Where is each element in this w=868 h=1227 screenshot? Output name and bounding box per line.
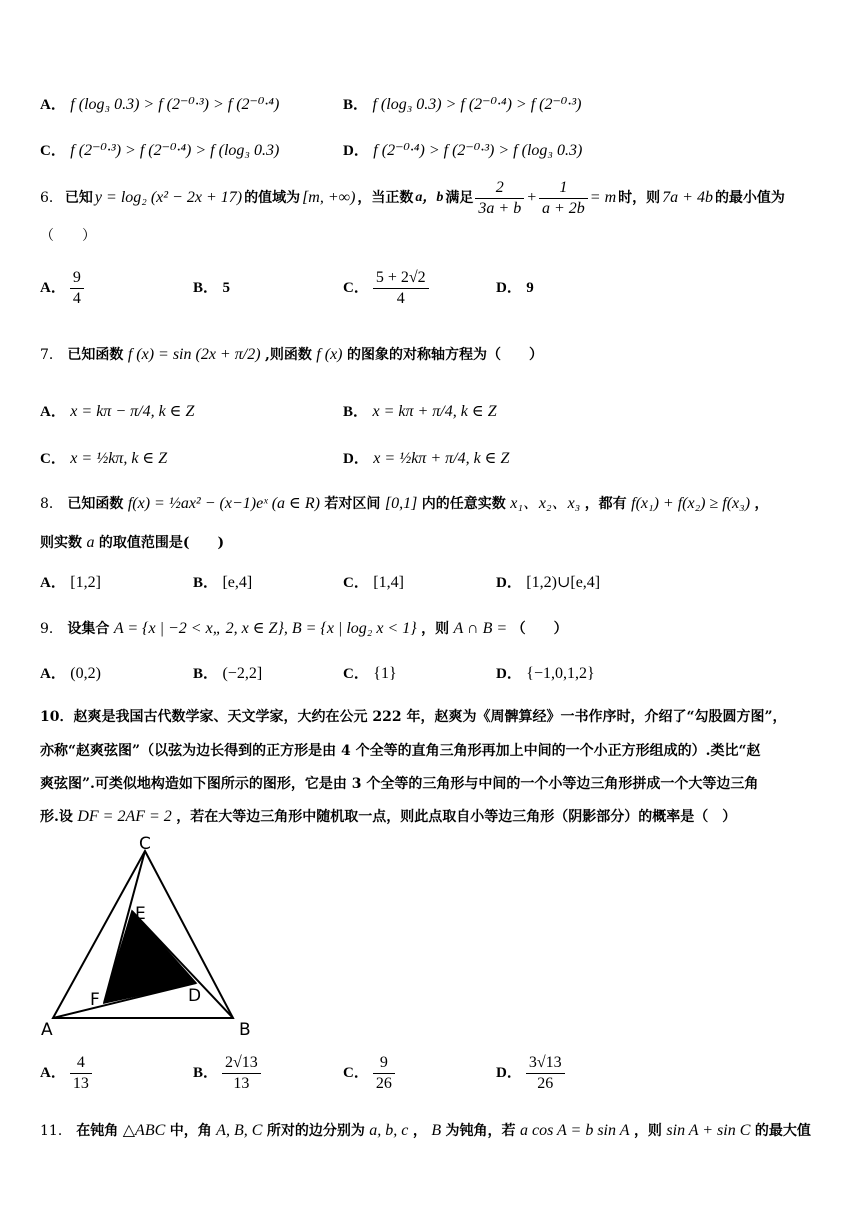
q10-line-1: 10．赵爽是我国古代数学家、天文学家，大约在公元 222 年，赵爽为《周髀算经》一书作序时，介绍了“勾股圆方图”， (40, 709, 787, 725)
q7-option-a: A． x = kπ − π/4, k ∈ Z (40, 403, 195, 420)
q7-option-b: B． x = kπ + π/4, k ∈ Z (343, 403, 497, 420)
q6-option-a: A． $\frac{9}{4}$ (40, 266, 84, 310)
q5-option-a: A． f (log₃ 0.3) > f (2⁻⁰·³) > f (2⁻⁰·⁴) (40, 96, 280, 113)
q9-option-c: C． {1} (343, 665, 397, 682)
q5-option-b: B． f (log₃ 0.3) > f (2⁻⁰·⁴) > f (2⁻⁰·³) (343, 96, 582, 113)
q8-option-c: C． [1,4] (343, 574, 404, 591)
q8-option-b: B． [e,4] (193, 574, 253, 591)
q10-triangle-figure (38, 833, 260, 1038)
q7-stem: 7． 已知函数 f (x) = sin (2x + π/2) ,则函数 f (x) 的图象的对称轴方程为（ ） (40, 346, 543, 363)
q10-option-c: C． $\frac{9}{26}$ (343, 1051, 395, 1095)
q9-option-d: D． {−1,0,1,2} (496, 665, 595, 682)
q6-option-c: C． $\frac{5 + 2√2}{4}$ (343, 266, 429, 310)
q6-option-b: B． 5 (193, 280, 230, 296)
label-d: D (188, 986, 202, 1006)
label-c: C (139, 834, 151, 854)
q6-answer-paren: （ ） (40, 228, 96, 244)
q10-option-b: B． $\frac{2√13}{13}$ (193, 1051, 261, 1095)
q7-option-d: D． x = ½kπ + π/4, k ∈ Z (343, 450, 510, 467)
q10-option-d: D． $\frac{3√13}{26}$ (496, 1051, 565, 1095)
q9-stem: 9． 设集合 A = {x | −2 < x„ 2, x ∈ Z}, B = {x | log₂ x < 1} ，则 A ∩ B = （ ） (40, 620, 568, 637)
label-a: A (41, 1020, 53, 1038)
label-f: F (90, 990, 100, 1010)
q8-stem-line2: 则实数 a 的取值范围是( ) (40, 534, 225, 551)
q11-stem: 11． 在钝角 △ABC 中，角 A, B, C 所对的边分别为 a, b, c ， B 为钝角，若 a cos A = b sin A ，则 sin A + sin C 的最大值 (40, 1122, 811, 1139)
q6-fraction-1: $\frac{2}{3a + b}$ (475, 178, 524, 219)
inner-shaded-triangle (104, 911, 196, 1003)
q9-option-b: B． (−2,2] (193, 665, 263, 682)
q5-option-d: D． f (2⁻⁰·⁴) > f (2⁻⁰·³) > f (log₃ 0.3) (343, 142, 583, 159)
q7-option-c: C． x = ½kπ, k ∈ Z (40, 450, 168, 467)
label-e: E (135, 904, 146, 924)
label-b: B (239, 1020, 251, 1038)
q9-option-a: A． (0,2) (40, 665, 101, 682)
q6-stem: 6． 已知 y = log₂ (x² − 2x + 17) 的值域为 [m, +∞) ，当正数 a，b 满足 $\frac{2}{3a + b}$ + $\frac{1}{a + 2b}$ = m 时，则 7a + 4b 的最小值为 (40, 178, 785, 217)
q10-line-3: 爽弦图”.可类似地构造如下图所示的图形，它是由 3 个全等的三角形与中间的一个小等边三角形拼成一个大等边三角 (40, 776, 759, 792)
q10-option-a: A． $\frac{4}{13}$ (40, 1051, 92, 1095)
q8-stem: 8． 已知函数 f(x) = ½ax² − (x−1)eˣ (a ∈ R) 若对区间 [0,1] 内的任意实数 x₁、x₂、x₃ ，都有 f(x₁) + f(x₂) ≥ f(x₃) ， (40, 495, 769, 512)
q5-option-c: C． f (2⁻⁰·³) > f (2⁻⁰·⁴) > f (log₃ 0.3) (40, 142, 280, 159)
q6-option-d: D． 9 (496, 280, 534, 296)
q8-option-a: A． [1,2] (40, 574, 101, 591)
q10-line-2: 亦称“赵爽弦图”（以弦为边长得到的正方形是由 4 个全等的直角三角形再加上中间的一个小正方形组成的）.类比“赵 (40, 743, 761, 759)
q10-line-4: 形.设 DF = 2AF = 2 ，若在大等边三角形中随机取一点，则此点取自小等边三角形（阴影部分）的概率是（ ） (40, 808, 737, 825)
q6-fraction-2: $\frac{1}{a + 2b}$ (539, 178, 588, 219)
q8-option-d: D． [1,2)∪[e,4] (496, 574, 601, 591)
